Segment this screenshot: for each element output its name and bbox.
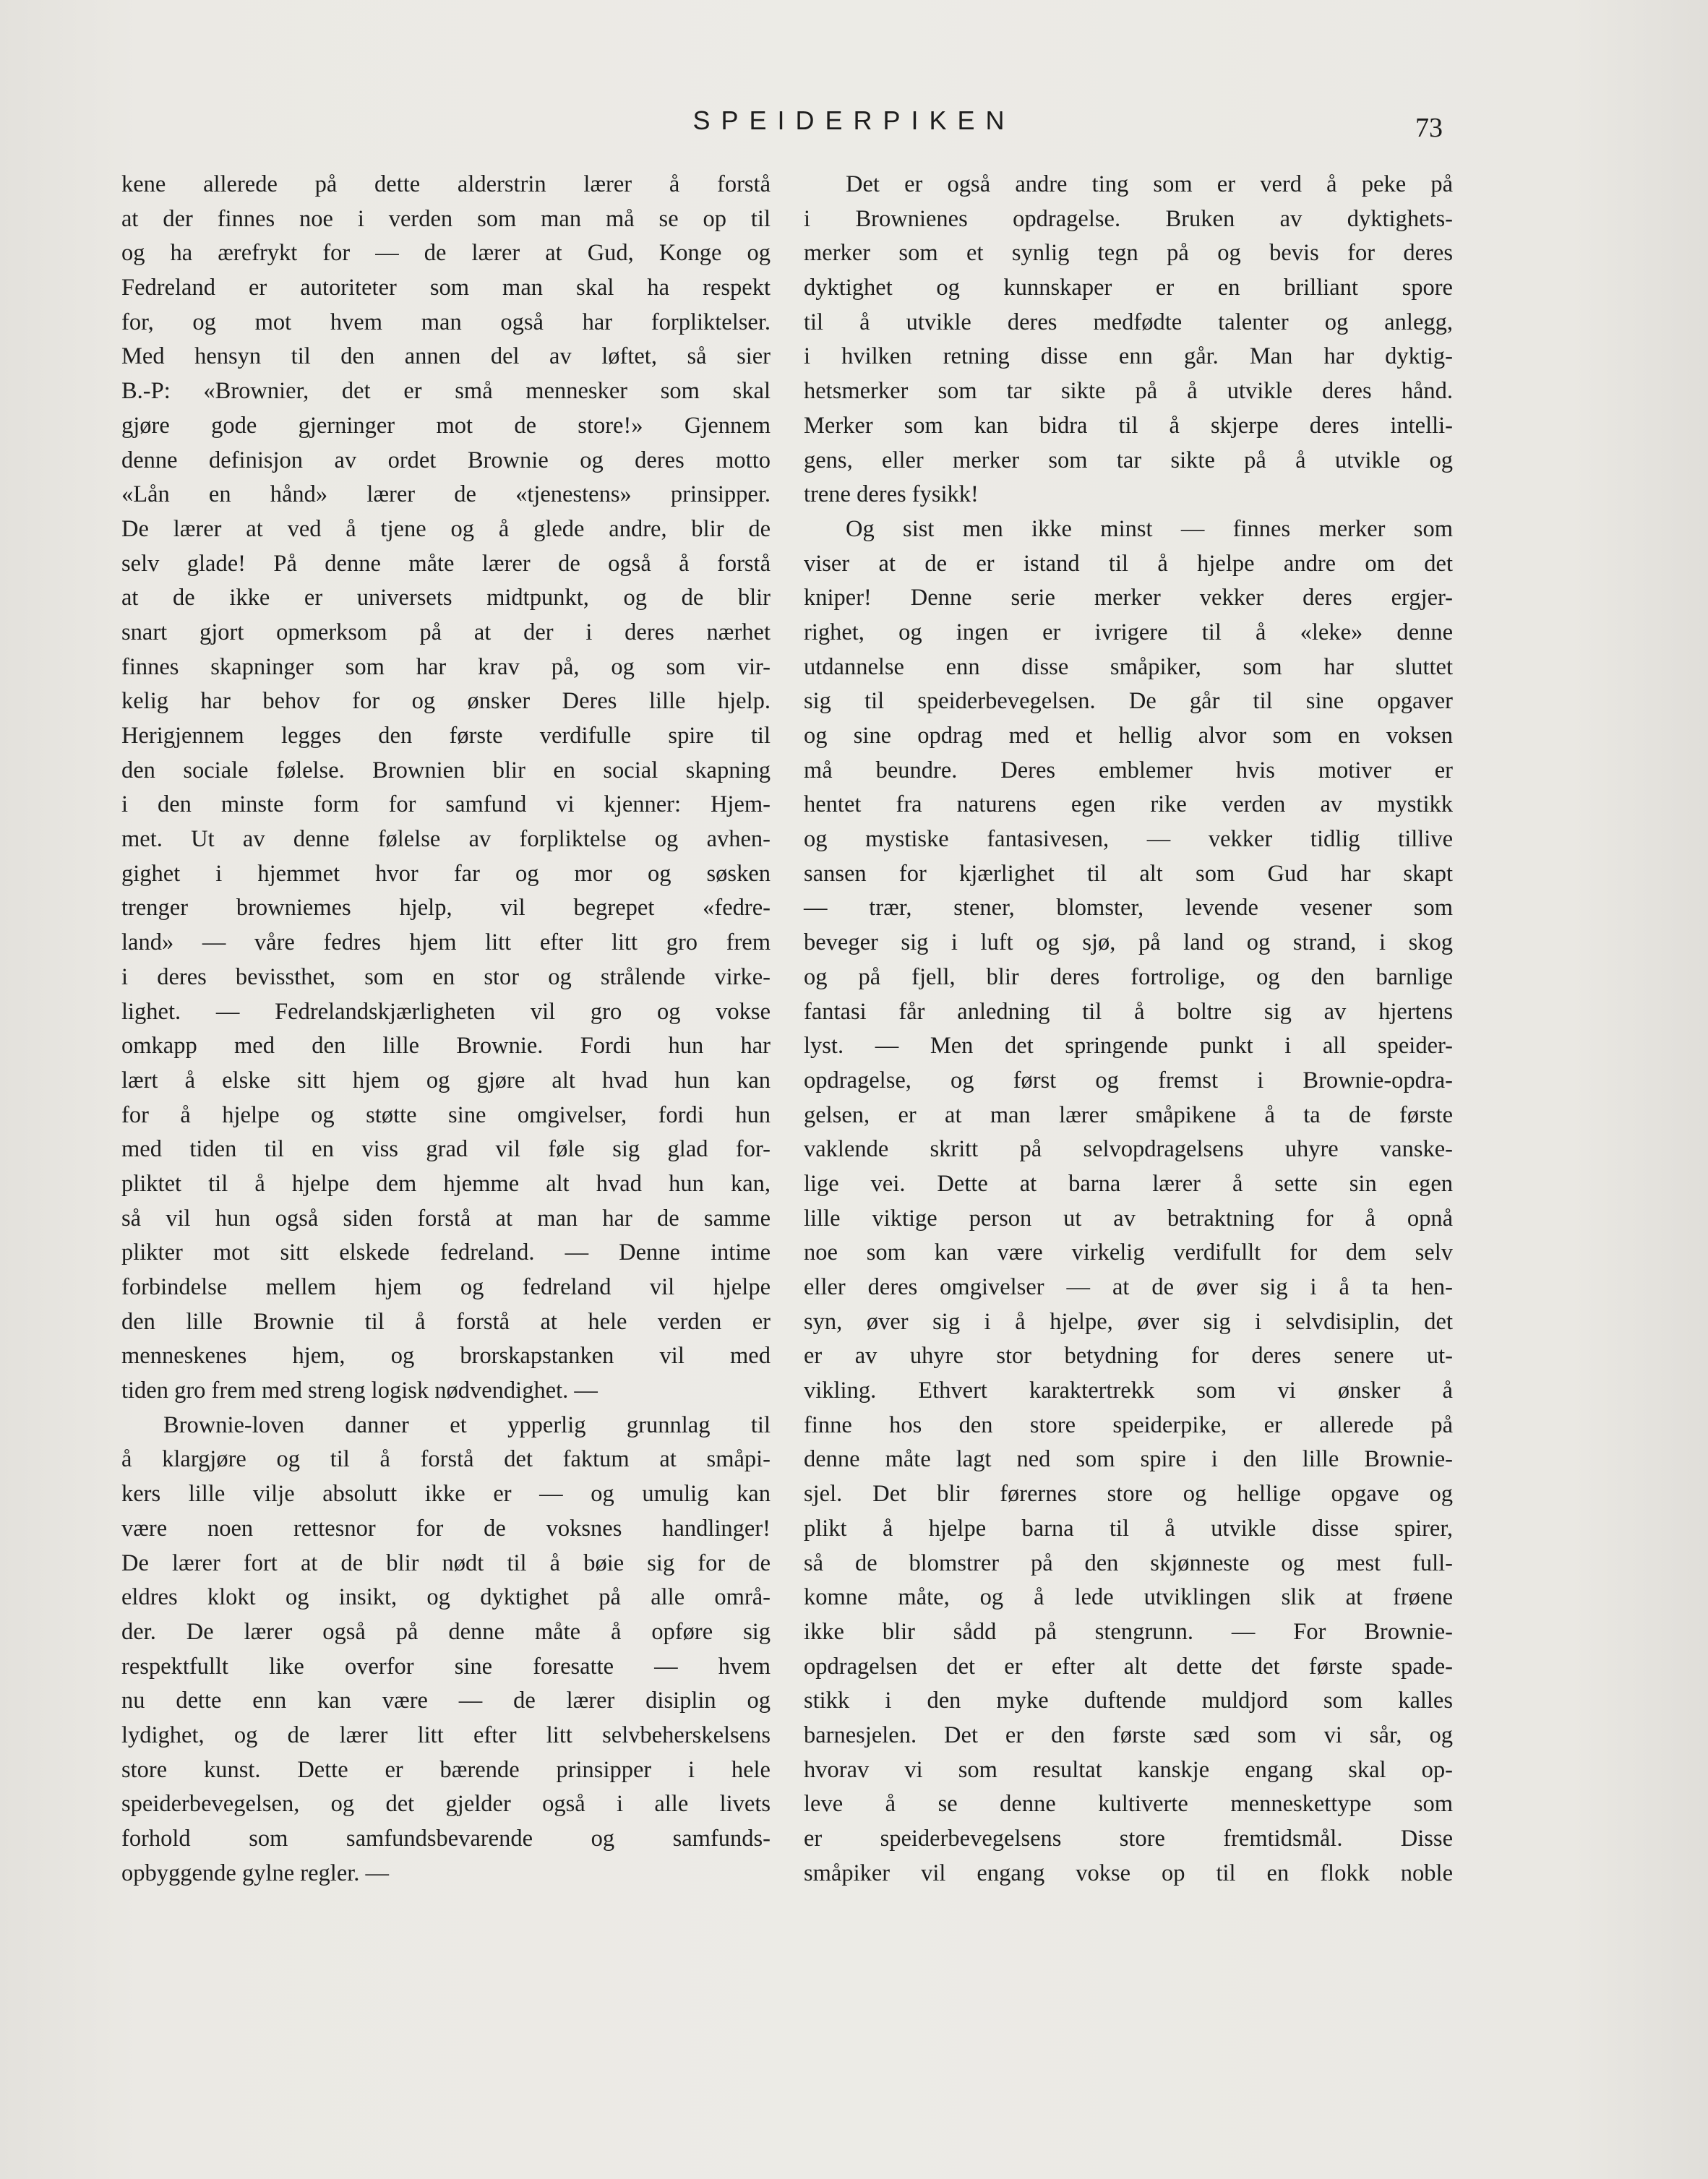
text-line: Og sist men ikke minst — finnes merker som [846, 515, 1453, 542]
text-line: at de ikke er universets midtpunkt, og de blir [121, 585, 771, 611]
text-line: lille viktige person ut av betraktning for å opnå [804, 1205, 1453, 1232]
text-line: plikt å hjelpe barna til å utvikle disse spirer, [804, 1515, 1453, 1542]
text-line: De lærer fort at de blir nødt til å bøie sig for de [121, 1550, 771, 1576]
text-line: fantasi får anledning til å boltre sig av hjertens [804, 998, 1453, 1025]
text-line: opbyggende gylne regler. — [121, 1860, 390, 1886]
text-line: respektfullt like overfor sine foresatte — hvem [121, 1653, 771, 1680]
text-line: leve å se denne kultiverte menneskettype som [804, 1791, 1453, 1818]
text-line: Med hensyn til den annen del av løftet, så sier [121, 343, 771, 370]
text-line: for, og mot hvem man også har forpliktelser. [121, 309, 771, 335]
text-line: selv glade! På denne måte lærer de også å forstå [121, 550, 771, 577]
text-line: sig til speiderbevegelsen. De går til sine opgaver [804, 688, 1453, 715]
text-line: gighet i hjemmet hvor far og mor og søsken [121, 860, 771, 887]
text-line: er speiderbevegelsens store fremtidsmål. Disse [804, 1826, 1453, 1852]
text-line: kene allerede på dette alderstrin lærer å forstå [121, 171, 771, 197]
text-line: sansen for kjærlighet til alt som Gud har skapt [804, 860, 1453, 887]
text-line: hentet fra naturens egen rike verden av mystikk [804, 791, 1453, 818]
text-line: hvorav vi som resultat kanskje engang skal op- [804, 1756, 1453, 1783]
text-line: opdragelsen det er efter alt dette det første spade- [804, 1653, 1453, 1680]
text-line: kelig har behov for og ønsker Deres lille hjelp. [121, 688, 771, 715]
text-line: lige vei. Dette at barna lærer å sette sin egen [804, 1170, 1453, 1197]
text-line: der. De lærer også på denne måte å opføre sig [121, 1618, 771, 1645]
text-line: vikling. Ethvert karaktertrekk som vi ønsker å [804, 1378, 1453, 1404]
text-line: eldres klokt og insikt, og dyktighet på alle områ- [121, 1584, 771, 1611]
text-line: land» — våre fedres hjem litt efter litt gro frem [121, 929, 771, 956]
text-line: Herigjennem legges den første verdifulle spire til [121, 723, 771, 749]
text-line: i hvilken retning disse enn går. Man har dyktig- [804, 343, 1453, 370]
left-column [121, 168, 771, 1891]
text-line: er av uhyre stor betydning for deres senere ut- [804, 1343, 1453, 1370]
text-line: plikter mot sitt elskede fedreland. — Denne intime [121, 1239, 771, 1266]
text-line: ikke blir sådd på stengrunn. — For Brownie- [804, 1618, 1453, 1645]
text-line: gelsen, er at man lærer småpikene å ta de første [804, 1101, 1453, 1128]
text-line: så vil hun også siden forstå at man har de samme [121, 1205, 771, 1232]
text-line: «Lån en hånd» lærer de «tjenestens» prinsipper. [121, 481, 771, 508]
text-line: lært å elske sitt hjem og gjøre alt hvad hun kan [121, 1067, 771, 1093]
text-line: være noen rettesnor for de voksnes handlinger! [121, 1515, 771, 1542]
text-line: syn, øver sig i å hjelpe, øver sig i selvdisiplin, det [804, 1308, 1453, 1335]
text-line: Merker som kan bidra til å skjerpe deres intelli- [804, 412, 1453, 439]
text-line: snart gjort opmerksom på at der i deres nærhet [121, 619, 771, 645]
text-line: kniper! Denne serie merker vekker deres ergjer- [804, 585, 1453, 611]
text-line: menneskenes hjem, og brorskapstanken vil med [121, 1343, 771, 1370]
text-line: denne måte lagt ned som spire i den lille Brownie- [804, 1446, 1453, 1473]
text-line: og på fjell, blir deres fortrolige, og den barnlige [804, 963, 1453, 990]
text-line: lyst. — Men det springende punkt i all speider- [804, 1033, 1453, 1060]
text-line: i den minste form for samfund vi kjenner: Hjem- [121, 791, 771, 818]
text-line: trene deres fysikk! [804, 481, 979, 508]
text-line: eller deres omgivelser — at de øver sig i å ta hen- [804, 1274, 1453, 1300]
running-title: SPEIDERPIKEN [692, 106, 1016, 135]
text-line: finnes skapninger som har krav på, og som vir- [121, 653, 771, 680]
text-line: tiden gro frem med streng logisk nødvendighet. — [121, 1378, 598, 1404]
text-line: store kunst. Dette er bærende prinsipper i hele [121, 1756, 771, 1783]
text-line: — trær, stener, blomster, levende vesener som [804, 895, 1453, 921]
text-line: vaklende skritt på selvopdragelsens uhyre vanske- [804, 1136, 1453, 1163]
text-line: Det er også andre ting som er verd å peke på [846, 171, 1453, 197]
text-line: forbindelse mellem hjem og fedreland vil hjelpe [121, 1274, 771, 1300]
text-line: og ha ærefrykt for — de lærer at Gud, Konge og [121, 240, 771, 267]
text-line: med tiden til en viss grad vil føle sig glad for- [121, 1136, 771, 1163]
text-line: den sociale følelse. Brownien blir en social skapning [121, 757, 771, 783]
text-line: speiderbevegelsen, og det gjelder også i alle livets [121, 1791, 771, 1818]
text-line: i Brownienes opdragelse. Bruken av dyktighets- [804, 205, 1453, 232]
text-line: gens, eller merker som tar sikte på å utvikle og [804, 447, 1453, 473]
page-number: 73 [1415, 113, 1443, 143]
text-line: og sine opdrag med et hellig alvor som en voksen [804, 723, 1453, 749]
text-line: noe som kan være virkelig verdifullt for dem selv [804, 1239, 1453, 1266]
text-line: forhold som samfundsbevarende og samfunds- [121, 1826, 771, 1852]
text-line: i deres bevissthet, som en stor og strålende virke- [121, 963, 771, 990]
text-line: komne måte, og å lede utviklingen slik at frøene [804, 1584, 1453, 1611]
text-line: Brownie-loven danner et ypperlig grunnlag til [163, 1411, 771, 1438]
text-line: lydighet, og de lærer litt efter litt selvbeherskelsens [121, 1722, 771, 1748]
text-line: lighet. — Fedrelandskjærligheten vil gro og vokse [121, 998, 771, 1025]
text-line: beveger sig i luft og sjø, på land og strand, i skog [804, 929, 1453, 956]
text-line: trenger browniemes hjelp, vil begrepet «fedre- [121, 895, 771, 921]
text-line: righet, og ingen er ivrigere til å «leke» denne [804, 619, 1453, 645]
text-line: dyktighet og kunnskaper er en brilliant spore [804, 275, 1453, 301]
text-line: sjel. Det blir førernes store og hellige opgave og [804, 1481, 1453, 1508]
text-line: nu dette enn kan være — de lærer disiplin og [121, 1688, 771, 1714]
text-line: Fedreland er autoriteter som man skal ha respekt [121, 275, 771, 301]
text-line: barnesjelen. Det er den første sæd som vi sår, og [804, 1722, 1453, 1748]
text-line: met. Ut av denne følelse av forpliktelse og avhen- [121, 826, 771, 853]
text-line: hetsmerker som tar sikte på å utvikle deres hånd. [804, 378, 1453, 405]
text-line: De lærer at ved å tjene og å glede andre, blir de [121, 515, 771, 542]
text-line: så de blomstrer på den skjønneste og mest full- [804, 1550, 1453, 1576]
text-line: småpiker vil engang vokse op til en flokk noble [804, 1860, 1453, 1886]
text-line: B.-P: «Brownier, det er små mennesker som skal [121, 378, 771, 405]
text-line: viser at de er istand til å hjelpe andre om det [804, 550, 1453, 577]
text-line: til å utvikle deres medfødte talenter og anlegg, [804, 309, 1453, 335]
text-line: gjøre gode gjerninger mot de store!» Gjennem [121, 412, 771, 439]
text-line: utdannelse enn disse småpiker, som har sluttet [804, 653, 1453, 680]
text-line: må beundre. Deres emblemer hvis motiver er [804, 757, 1453, 783]
right-column [804, 168, 1453, 1891]
text-line: finne hos den store speiderpike, er allerede på [804, 1411, 1453, 1438]
text-line: å klargjøre og til å forstå det faktum at småpi- [121, 1446, 771, 1473]
text-line: denne definisjon av ordet Brownie og deres motto [121, 447, 771, 473]
text-line: pliktet til å hjelpe dem hjemme alt hvad hun kan, [121, 1170, 771, 1197]
text-line: og mystiske fantasivesen, — vekker tidlig tillive [804, 826, 1453, 853]
text-line: merker som et synlig tegn på og bevis for deres [804, 240, 1453, 267]
text-line: at der finnes noe i verden som man må se op til [121, 205, 771, 232]
text-line: den lille Brownie til å forstå at hele verden er [121, 1308, 771, 1335]
text-line: for å hjelpe og støtte sine omgivelser, fordi hun [121, 1101, 771, 1128]
text-line: kers lille vilje absolutt ikke er — og umulig kan [121, 1481, 771, 1508]
text-line: opdragelse, og først og fremst i Brownie-opdra- [804, 1067, 1453, 1093]
text-line: stikk i den myke duftende muldjord som kalles [804, 1688, 1453, 1714]
text-line: omkapp med den lille Brownie. Fordi hun har [121, 1033, 771, 1060]
